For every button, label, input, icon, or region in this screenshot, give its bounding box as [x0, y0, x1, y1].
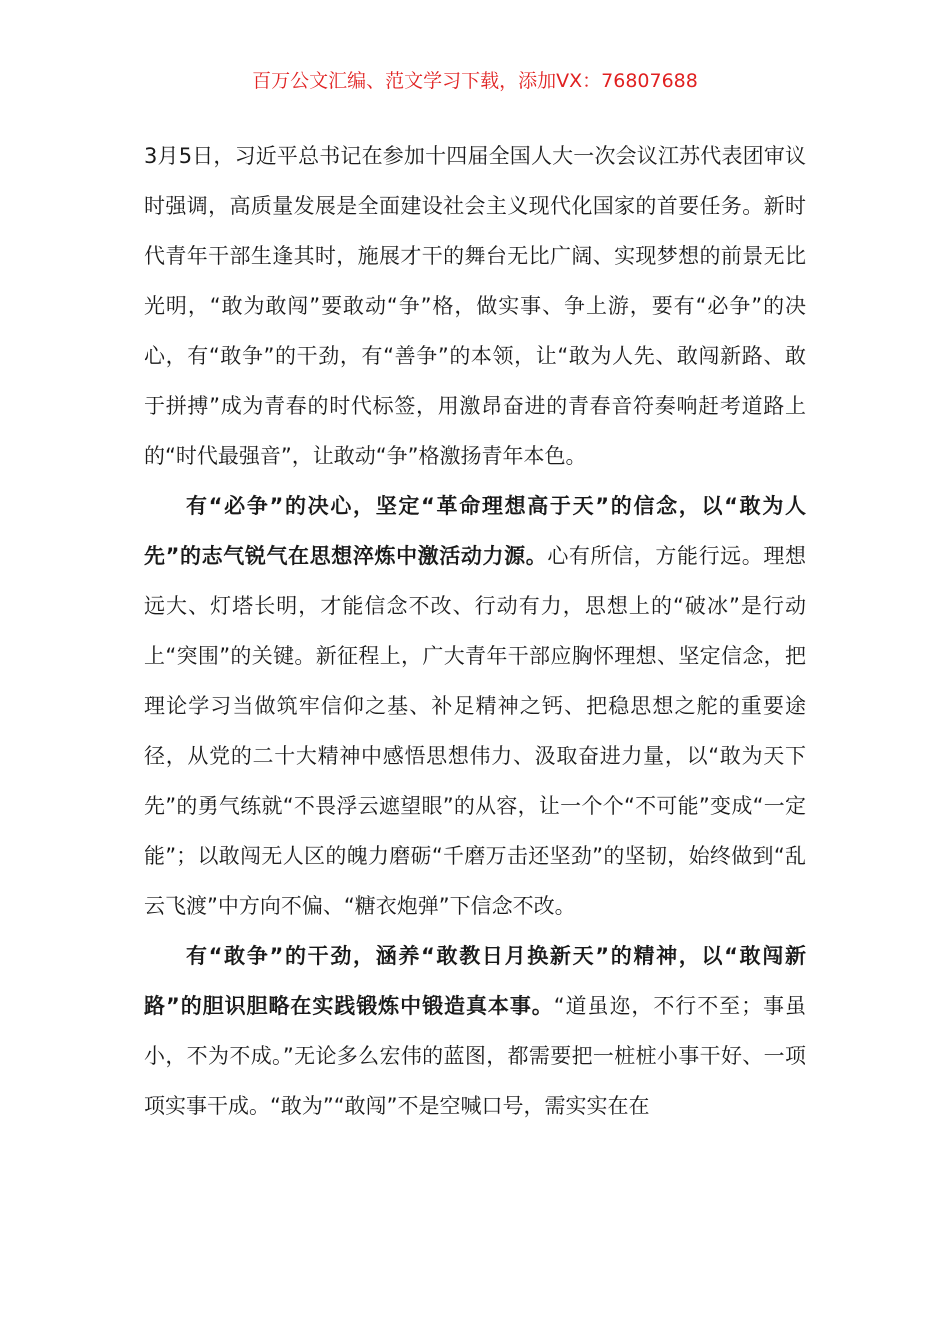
section-2-text: “道虽迩，不行不至；事虽小，不为不成。”无论多么宏伟的蓝图，都需要把一桩桩小事干好、一项项实事干成。“敢为”“敢闯”不是空喊口号，需实实在在 [144, 994, 806, 1118]
section-1-text: 心有所信，方能行远。理想远大、灯塔长明，才能信念不改、行动有力，思想上的“破冰”是行动上“突围”的关键。新征程上，广大青年干部应胸怀理想、坚定信念，把理论学习当做筑牢信仰之基、补足精神之钙、把稳思想之舵的重要途径，从党的二十大精神中感悟思想伟力、汲取奋进力量，以“敢为天下先”的勇气练就“不畏浮云遮望眼”的从容，让一个个“不可能”变成“一定能”；以敢闯无人区的魄力磨砺“千磨万击还坚劲”的坚韧，始终做到“乱云飞渡”中方向不偏、“糖衣炮弹”下信念不改。 [144, 544, 806, 918]
document-body [144, 131, 806, 1131]
watermark-header: 百万公文汇编、范文学习下载，添加VX：76807688 [252, 70, 698, 92]
paragraph-intro [144, 131, 806, 481]
paragraph-intro-text: 3月5日，习近平总书记在参加十四届全国人大一次会议江苏代表团审议时强调，高质量发展是全面建设社会主义现代化国家的首要任务。新时代青年干部生逢其时，施展才干的舞台无比广阔、实现梦想的前景无比光明，“敢为敢闯”要敢动“争”格，做实事、争上游，要有“必争”的决心，有“敢争”的干劲，有“善争”的本领，让“敢为人先、敢闯新路、敢于拼搏”成为青春的时代标签，用激昂奋进的青春音符奏响赶考道路上的“时代最强音”，让敢动“争”格激扬青年本色。 [144, 144, 806, 468]
section-2-heading: 有“敢争”的干劲，涵养“敢教日月换新天”的精神，以“敢闯新路”的胆识胆略在实践锻炼中锻造真本事。 [144, 944, 806, 1018]
paragraph-section-2 [144, 931, 806, 1131]
paragraph-section-1 [144, 481, 806, 931]
section-1-heading: 有“必争”的决心，坚定“革命理想高于天”的信念，以“敢为人先”的志气锐气在思想淬炼中激活动力源。 [144, 494, 806, 568]
